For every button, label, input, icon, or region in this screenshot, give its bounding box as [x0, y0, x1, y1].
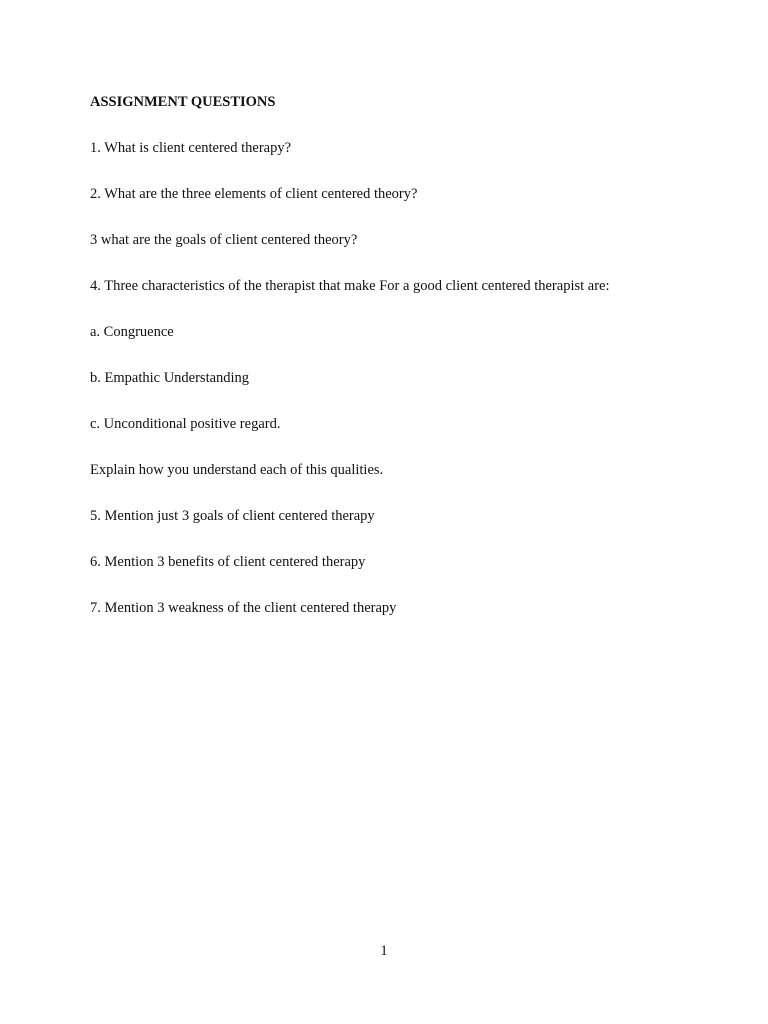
question-6: 6. Mention 3 benefits of client centered therapy [90, 554, 366, 570]
question-list [90, 139, 730, 645]
question-2: 2. What are the three elements of client centered theory? [90, 186, 418, 202]
characteristic-a: a. Congruence [90, 324, 174, 340]
page-number: 1 [380, 943, 388, 959]
characteristic-b: b. Empathic Understanding [90, 370, 250, 386]
question-3: 3 what are the goals of client centered theory? [90, 232, 358, 248]
characteristic-c: c. Unconditional positive regard. [90, 416, 281, 432]
explanation-prompt: Explain how you understand each of this qualities. [90, 462, 384, 478]
question-5: 5. Mention just 3 goals of client centered therapy [90, 508, 375, 524]
question-7: 7. Mention 3 weakness of the client centered therapy [90, 600, 397, 616]
question-4: 4. Three characteristics of the therapist that make For a good client centered therapist are: [90, 278, 610, 294]
question-1: 1. What is client centered therapy? [90, 140, 292, 156]
assignment-title: ASSIGNMENT QUESTIONS [90, 94, 276, 110]
